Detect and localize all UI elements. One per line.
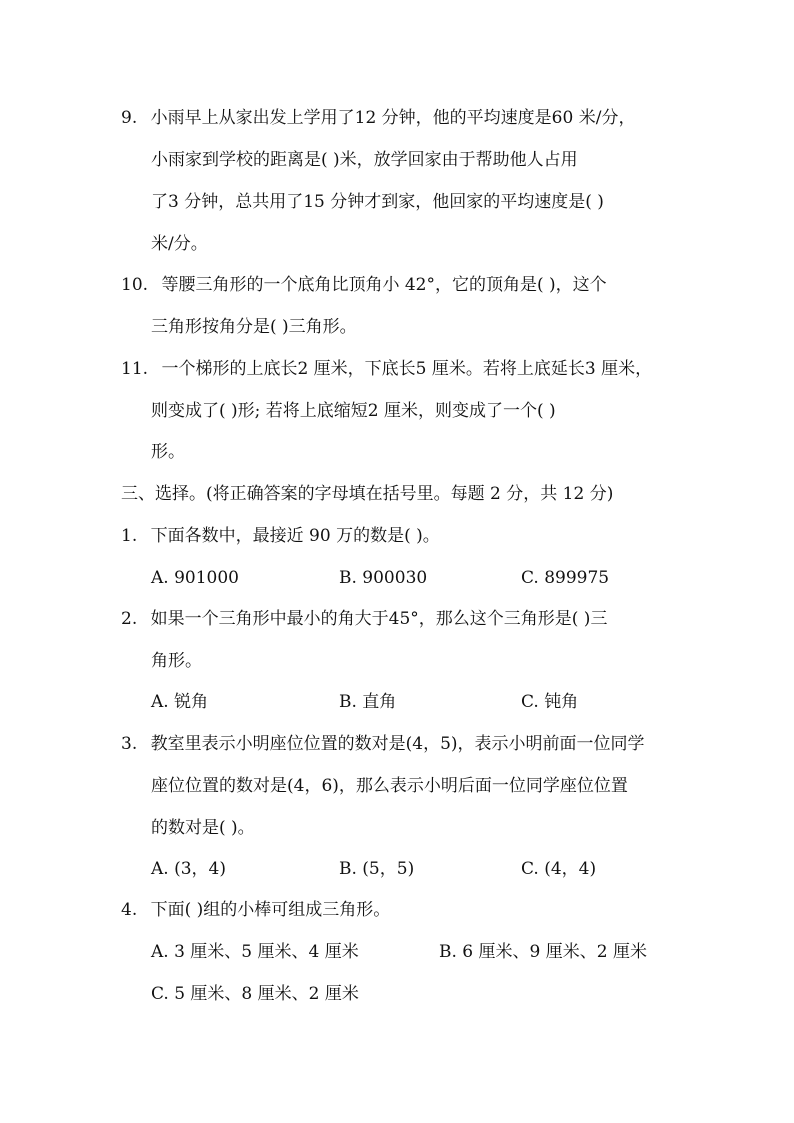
c4-option-b: B. 6 厘米、9 厘米、2 厘米 <box>439 942 647 962</box>
c2-text-1: 如果一个三角形中最小的角大于45°，那么这个三角形是( )三 <box>150 609 608 629</box>
c4-number: 4. <box>121 900 138 920</box>
c2-text-2: 角形。 <box>151 651 202 671</box>
c3-text-2: 座位位置的数对是(4，6)，那么表示小明后面一位同学座位位置 <box>151 776 628 796</box>
c1-text-1: 下面各数中，最接近 90 万的数是( )。 <box>150 526 440 546</box>
q9-number: 9. <box>121 108 138 128</box>
q9-text-4: 米/分。 <box>151 234 208 254</box>
q9-text-1: 小雨早上从家出发上学用了12 分钟，他的平均速度是60 米/分， <box>150 108 636 128</box>
c1-number: 1. <box>121 526 138 546</box>
c2-option-a: A. 锐角 <box>151 692 209 712</box>
c4-option-c: C. 5 厘米、8 厘米、2 厘米 <box>151 984 359 1004</box>
q11-text-3: 形。 <box>151 442 185 462</box>
q11-text-1: 一个梯形的上底长2 厘米，下底长5 厘米。若将上底延长3 厘米， <box>161 359 653 379</box>
c3-number: 3. <box>121 734 138 754</box>
c4-line-1 <box>121 899 390 921</box>
q10-text-1: 等腰三角形的一个底角比顶角小 42°，它的顶角是( )，这个 <box>161 275 607 295</box>
c3-text-3: 的数对是( )。 <box>151 818 255 838</box>
c3-line-1 <box>121 733 645 755</box>
c4-option-a: A. 3 厘米、5 厘米、4 厘米 <box>151 942 359 962</box>
c1-line-1 <box>121 525 440 547</box>
q10-text-2: 三角形按角分是( )三角形。 <box>151 317 357 337</box>
q10-number: 10. <box>121 275 149 295</box>
c1-option-a: A. 901000 <box>151 568 239 588</box>
q11-text-2: 则变成了( )形; 若将上底缩短2 厘米，则变成了一个( ) <box>151 401 556 421</box>
q10-line-1 <box>121 274 607 296</box>
c2-number: 2. <box>121 609 138 629</box>
c2-option-b: B. 直角 <box>339 692 397 712</box>
q9-line-1 <box>121 107 635 129</box>
c1-option-b: B. 900030 <box>339 568 428 588</box>
c2-option-c: C. 钝角 <box>521 692 579 712</box>
q11-line-1 <box>121 358 652 380</box>
c1-option-c: C. 899975 <box>521 568 610 588</box>
c2-line-1 <box>121 608 607 630</box>
c4-text-1: 下面( )组的小棒可组成三角形。 <box>150 900 391 920</box>
q11-number: 11. <box>121 359 149 379</box>
c3-option-b: B. (5，5) <box>339 859 415 879</box>
section3-heading: 三、选择。(将正确答案的字母填在括号里。每题 2 分，共 12 分) <box>121 484 614 504</box>
q9-text-2: 小雨家到学校的距离是( )米，放学回家由于帮助他人占用 <box>151 150 578 170</box>
q9-text-3: 了3 分钟，总共用了15 分钟才到家，他回家的平均速度是( ) <box>151 192 604 212</box>
c3-option-c: C. (4，4) <box>521 859 597 879</box>
c3-option-a: A. (3，4) <box>151 859 226 879</box>
c3-text-1: 教室里表示小明座位位置的数对是(4，5)，表示小明前面一位同学 <box>150 734 645 754</box>
